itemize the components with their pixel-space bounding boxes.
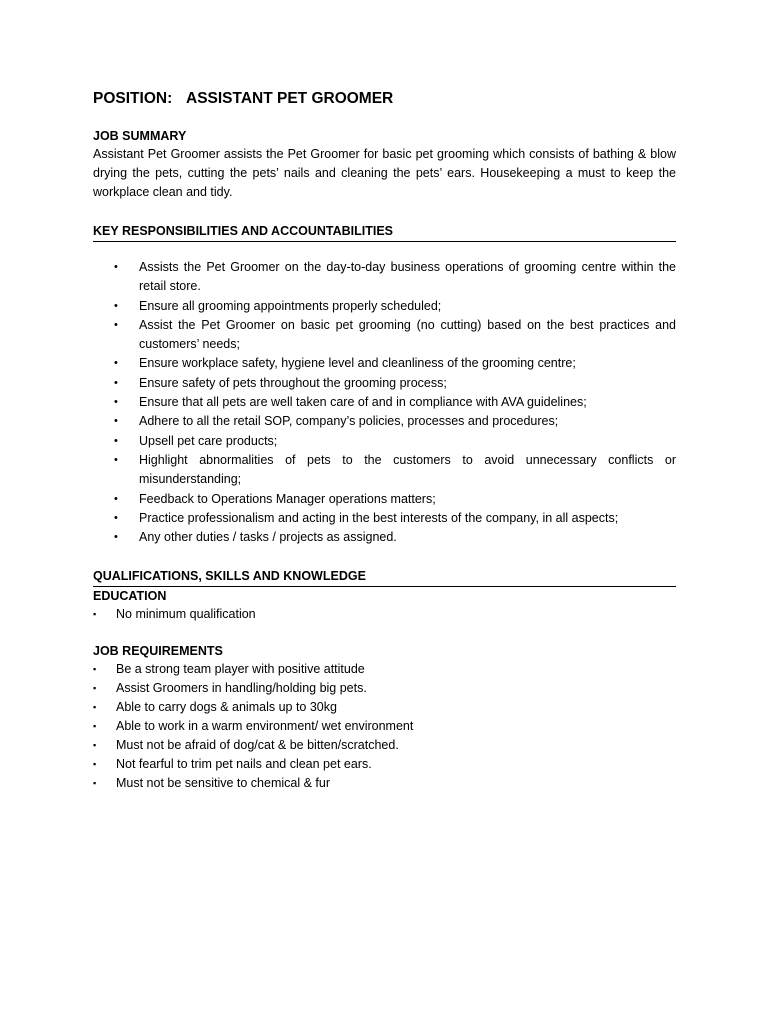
list-item: ▪ Assist Groomers in handling/holding big pets.: [93, 679, 676, 698]
square-bullet-icon: ▪: [93, 664, 97, 675]
list-item: • Upsell pet care products;: [93, 432, 676, 451]
list-item: • Ensure all grooming appointments properly scheduled;: [93, 297, 676, 316]
responsibilities-section: [93, 222, 676, 547]
bullet-icon: •: [114, 434, 118, 447]
education-list: [93, 605, 676, 624]
job-summary-heading: JOB SUMMARY: [93, 129, 187, 143]
list-item: ▪ Able to carry dogs & animals up to 30kg: [93, 698, 676, 717]
job-requirements-list: [93, 660, 676, 793]
list-item: • Ensure workplace safety, hygiene level and cleanliness of the grooming centre;: [93, 354, 676, 373]
position-name: ASSISTANT PET GROOMER: [186, 90, 394, 107]
list-item: • Ensure that all pets are well taken care of and in compliance with AVA guidelines;: [93, 393, 676, 412]
square-bullet-icon: ▪: [93, 759, 97, 770]
bullet-icon: •: [114, 318, 118, 331]
job-requirements-heading: JOB REQUIREMENTS: [93, 644, 223, 659]
responsibilities-list: [93, 258, 676, 547]
position-title: [93, 88, 676, 110]
list-item: • Ensure safety of pets throughout the grooming process;: [93, 374, 676, 393]
list-item: • Feedback to Operations Manager operations matters;: [93, 490, 676, 509]
square-bullet-icon: ▪: [93, 609, 97, 620]
list-item: • Highlight abnormalities of pets to the customers to avoid unnecessary conflicts or misunderstanding;: [114, 452, 676, 487]
square-bullet-icon: ▪: [93, 721, 97, 732]
job-summary-section: [93, 127, 676, 202]
qualifications-section: [93, 567, 676, 793]
list-item: ▪ Must not be afraid of dog/cat & be bitten/scratched.: [93, 736, 676, 755]
square-bullet-icon: ▪: [93, 778, 97, 789]
list-item: • Practice professionalism and acting in the best interests of the company, in all aspects;: [93, 509, 676, 528]
list-item: • Any other duties / tasks / projects as assigned.: [93, 528, 676, 547]
document-page: [93, 88, 676, 793]
square-bullet-icon: ▪: [93, 702, 97, 713]
bullet-icon: •: [114, 415, 118, 428]
list-item: ▪ Not fearful to trim pet nails and clean pet ears.: [93, 755, 676, 774]
job-summary-text: Assistant Pet Groomer assists the Pet Groomer for basic pet grooming which consists of bathing & blow drying the pets, cutting the pets’ nails and cleaning the pets’ ears. Housekeeping a must to keep the workplace clean and tidy.: [93, 147, 676, 199]
list-item: • Adhere to all the retail SOP, company’s policies, processes and procedures;: [93, 412, 676, 431]
bullet-icon: •: [114, 357, 118, 370]
bullet-icon: •: [114, 376, 118, 389]
list-item: ▪ Be a strong team player with positive attitude: [93, 660, 676, 679]
bullet-icon: •: [114, 261, 118, 273]
bullet-icon: •: [114, 492, 118, 505]
bullet-icon: •: [114, 299, 118, 312]
bullet-icon: •: [114, 511, 118, 524]
position-label: POSITION:: [93, 90, 173, 107]
list-item: • Assist the Pet Groomer on basic pet grooming (no cutting) based on the best practices and customers’ needs;: [114, 317, 676, 352]
square-bullet-icon: ▪: [93, 683, 97, 694]
list-item: ▪ Must not be sensitive to chemical & fur: [93, 774, 676, 793]
qualifications-heading: QUALIFICATIONS, SKILLS AND KNOWLEDGE: [93, 567, 676, 587]
responsibilities-heading: KEY RESPONSIBILITIES AND ACCOUNTABILITIES: [93, 222, 676, 242]
square-bullet-icon: ▪: [93, 740, 97, 751]
bullet-icon: •: [114, 396, 118, 409]
list-item: ▪ No minimum qualification: [93, 605, 676, 624]
bullet-icon: •: [114, 453, 118, 466]
list-item: • Assists the Pet Groomer on the day-to-day business operations of grooming centre within the retail store.: [114, 260, 676, 294]
list-item: ▪ Able to work in a warm environment/ wet environment: [93, 717, 676, 736]
education-heading: EDUCATION: [93, 589, 167, 604]
bullet-icon: •: [114, 531, 118, 544]
